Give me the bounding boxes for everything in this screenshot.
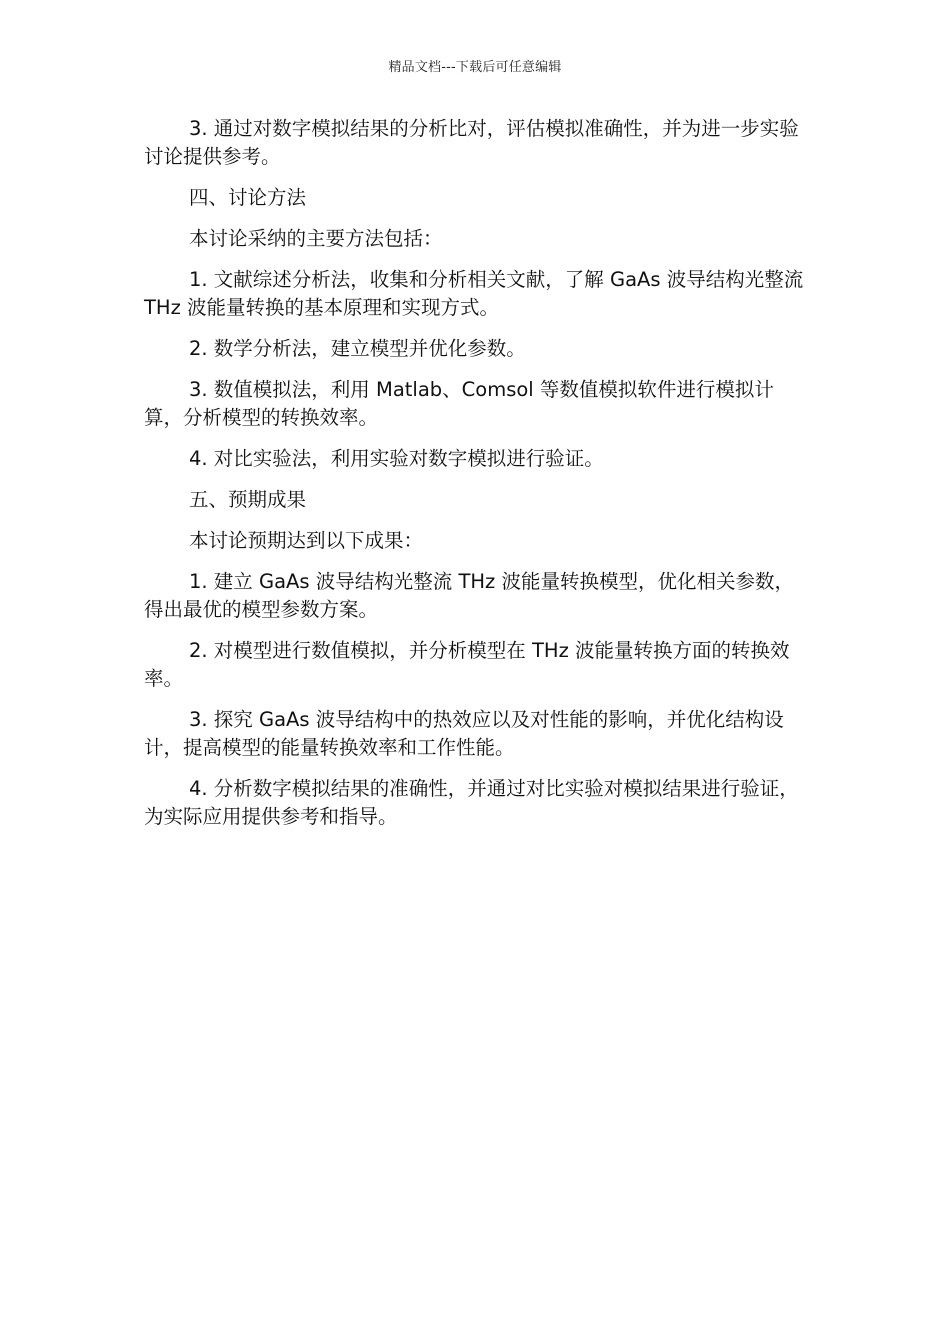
paragraph-result-1: 1. 建立 GaAs 波导结构光整流 THz 波能量转换模型，优化相关参数，得出最优的模型参数方案。 xyxy=(144,570,794,621)
paragraph-result-3: 3. 探究 GaAs 波导结构中的热效应以及对性能的影响，并优化结构设计，提高模型的能量转换效率和工作性能。 xyxy=(144,708,784,759)
page-header: 精品文档---下载后可任意编辑 xyxy=(388,60,562,75)
paragraph-method-2: 2. 数学分析法，建立模型并优化参数。 xyxy=(189,337,526,360)
paragraph-method-3: 3. 数值模拟法，利用 Matlab、Comsol 等数值模拟软件进行模拟计算，分析模型的转换效率。 xyxy=(144,378,774,429)
section-heading-results: 五、预期成果 xyxy=(189,488,307,511)
paragraph-goal-3: 3. 通过对数字模拟结果的分析比对，评估模拟准确性，并为进一步实验讨论提供参考。 xyxy=(144,117,799,168)
paragraph-method-4: 4. 对比实验法，利用实验对数字模拟进行验证。 xyxy=(189,447,604,470)
paragraph-result-2: 2. 对模型进行数值模拟，并分析模型在 THz 波能量转换方面的转换效率。 xyxy=(144,639,790,690)
paragraph-method-1: 1. 文献综述分析法，收集和分析相关文献，了解 GaAs 波导结构光整流 THz 波能量转换的基本原理和实现方式。 xyxy=(144,268,804,319)
paragraph-results-intro: 本讨论预期达到以下成果： xyxy=(189,529,424,552)
section-heading-methods: 四、讨论方法 xyxy=(189,186,307,209)
paragraph-result-4: 4. 分析数字模拟结果的准确性，并通过对比实验对模拟结果进行验证，为实际应用提供参考和指导。 xyxy=(144,777,799,828)
document-body xyxy=(144,115,812,844)
paragraph-methods-intro: 本讨论采纳的主要方法包括： xyxy=(189,227,443,250)
